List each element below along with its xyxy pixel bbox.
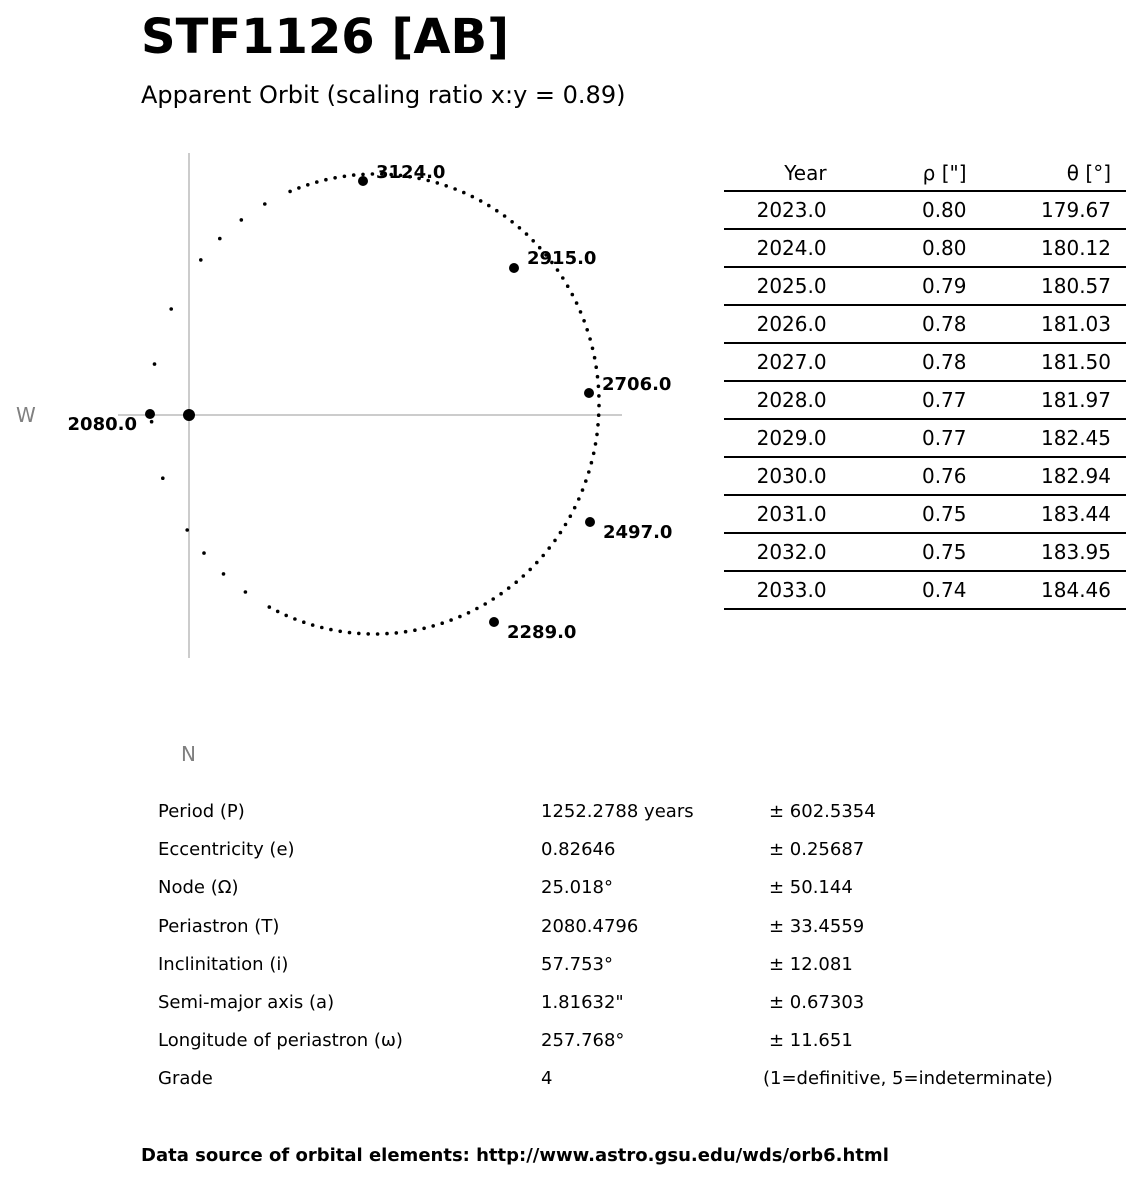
orbit-point [597, 385, 601, 389]
element-value: 2080.4796 [541, 915, 639, 937]
element-error: ± 12.081 [769, 953, 853, 975]
orbit-point [594, 442, 598, 446]
element-error: ± 602.5354 [769, 801, 876, 822]
element-error: ± 0.67303 [769, 991, 865, 1013]
year-cell: 2032.0 [724, 533, 827, 571]
rho-cell: 0.77 [827, 419, 967, 457]
element-name: Eccentricity (e) [158, 839, 295, 861]
orbit-point [547, 546, 551, 550]
orbit-point [263, 202, 267, 206]
orbit-point [499, 592, 503, 596]
theta-cell: 180.57 [967, 267, 1127, 305]
year-cell: 2027.0 [724, 343, 827, 381]
ephemeris-row [724, 571, 1126, 609]
orbit-point [244, 590, 248, 594]
orbit-point [199, 258, 203, 262]
orbit-chart [0, 140, 700, 780]
year-cell: 2024.0 [724, 229, 827, 267]
element-error: (1=definitive, 5=indeterminate) [763, 1068, 1053, 1090]
orbit-point [449, 618, 453, 622]
orbit-point [462, 191, 466, 195]
orbit-point [597, 394, 601, 398]
rho-cell: 0.78 [827, 305, 967, 343]
orbit-point [587, 470, 591, 474]
orbit-point [413, 628, 417, 632]
element-name: Period (P) [158, 801, 245, 822]
orbit-point [376, 632, 380, 636]
theta-cell: 179.67 [967, 191, 1127, 229]
rho-cell: 0.80 [827, 191, 967, 229]
orbit-point [573, 506, 577, 510]
theta-cell: 184.46 [967, 571, 1127, 609]
orbit-point [357, 632, 361, 636]
orbit-point [597, 404, 601, 408]
orbit-point [569, 514, 573, 518]
rho-cell: 0.79 [827, 267, 967, 305]
orbit-point [564, 523, 568, 527]
ephemeris-table [724, 155, 1126, 610]
year-cell: 2030.0 [724, 457, 827, 495]
orbit-point [575, 301, 579, 305]
orbit-point [371, 172, 375, 176]
orbit-point [338, 630, 342, 634]
orbit-point [597, 413, 601, 417]
orbit-point [566, 284, 570, 288]
orbit-point [588, 337, 592, 341]
theta-cell: 180.12 [967, 229, 1127, 267]
theta-cell: 181.50 [967, 343, 1127, 381]
theta-cell: 181.97 [967, 381, 1127, 419]
orbit-point [343, 175, 347, 179]
ephemeris-row [724, 381, 1126, 419]
ephemeris-row [724, 495, 1126, 533]
element-value: 0.82646 [541, 839, 616, 861]
orbit-point [150, 420, 154, 424]
orbit-point [487, 204, 491, 208]
data-source-note: Data source of orbital elements: http://www.astro.gsu.edu/wds/orb6.html [141, 1145, 889, 1166]
page-title: STF1126 [AB] [141, 9, 510, 65]
epoch-label: 2706.0 [602, 374, 672, 395]
theta-cell: 182.94 [967, 457, 1127, 495]
ephemeris-row [724, 457, 1126, 495]
orbit-point [518, 226, 522, 230]
year-cell: 2033.0 [724, 571, 827, 609]
orbit-point [169, 307, 173, 311]
orbit-point [510, 220, 514, 224]
element-name: Node (Ω) [158, 877, 239, 899]
element-value: 1252.2788 years [541, 801, 694, 822]
orbit-point [395, 631, 399, 635]
orbit-point [311, 623, 315, 627]
header-rho: ρ ["] [827, 155, 967, 191]
element-name: Grade [158, 1068, 213, 1090]
orbit-point [366, 632, 370, 636]
orbit-point [348, 631, 352, 635]
orbit-point [581, 488, 585, 492]
epoch-markers [68, 162, 673, 643]
orbit-point [528, 568, 532, 572]
orbit-point [222, 572, 226, 576]
epoch-marker [489, 617, 499, 627]
orbit-point [352, 173, 356, 177]
orbit-point [592, 452, 596, 456]
primary-star [183, 409, 195, 421]
header-theta: θ [°] [967, 155, 1127, 191]
epoch-marker [584, 388, 594, 398]
theta-cell: 181.03 [967, 305, 1127, 343]
rho-cell: 0.77 [827, 381, 967, 419]
orbit-point [333, 176, 337, 180]
epoch-label: 2497.0 [603, 522, 673, 543]
orbit-point [596, 423, 600, 427]
epoch-label: 2915.0 [527, 248, 597, 269]
theta-cell: 182.45 [967, 419, 1127, 457]
element-name: Longitude of periastron (ω) [158, 1030, 403, 1052]
orbit-point [582, 319, 586, 323]
orbit-point [591, 347, 595, 351]
orbit-point [315, 180, 319, 184]
west-label: W [16, 403, 36, 427]
year-cell: 2029.0 [724, 419, 827, 457]
orbit-point [284, 614, 288, 618]
epoch-label: 2289.0 [507, 622, 577, 643]
orbit-point [471, 195, 475, 199]
orbit-point [361, 173, 365, 177]
orbit-points [150, 172, 601, 636]
orbit-point [595, 433, 599, 437]
orbit-point [561, 276, 565, 280]
orbit-point [385, 632, 389, 636]
orbit-point [553, 539, 557, 543]
orbit-point [503, 214, 507, 218]
orbit-point [218, 237, 222, 241]
orbit-point [276, 610, 280, 614]
orbit-point [240, 218, 244, 222]
orbit-point [525, 232, 529, 236]
orbit-point [535, 561, 539, 565]
rho-cell: 0.75 [827, 533, 967, 571]
orbit-point [185, 528, 189, 532]
epoch-marker [509, 263, 519, 273]
orbit-point [202, 551, 206, 555]
orbit-point [153, 362, 157, 366]
rho-cell: 0.76 [827, 457, 967, 495]
orbit-point [507, 586, 511, 590]
orbit-point [571, 293, 575, 297]
orbit-point [531, 239, 535, 243]
orbit-point [404, 630, 408, 634]
year-cell: 2031.0 [724, 495, 827, 533]
ephemeris-header-row [724, 155, 1126, 191]
orbit-point [268, 605, 272, 609]
year-cell: 2026.0 [724, 305, 827, 343]
theta-cell: 183.95 [967, 533, 1127, 571]
ephemeris-row [724, 305, 1126, 343]
orbit-point [584, 479, 588, 483]
orbit-point [302, 620, 306, 624]
theta-cell: 183.44 [967, 495, 1127, 533]
orbit-point [306, 183, 310, 187]
orbit-point [288, 190, 292, 194]
orbit-point [593, 356, 597, 360]
orbit-point [475, 607, 479, 611]
element-error: ± 0.25687 [769, 839, 865, 861]
rho-cell: 0.80 [827, 229, 967, 267]
year-cell: 2028.0 [724, 381, 827, 419]
epoch-marker [145, 409, 155, 419]
orbit-point [467, 611, 471, 615]
orbit-point [491, 597, 495, 601]
epoch-marker [358, 176, 368, 186]
orbit-point [514, 580, 518, 584]
element-value: 4 [541, 1068, 553, 1090]
orbit-point [422, 627, 426, 631]
orbit-point [596, 375, 600, 379]
rho-cell: 0.78 [827, 343, 967, 381]
orbit-point [590, 461, 594, 465]
orbit-point [458, 615, 462, 619]
ephemeris-row [724, 343, 1126, 381]
epoch-label: 2080.0 [67, 414, 137, 435]
ephemeris-row [724, 419, 1126, 457]
ephemeris-row [724, 267, 1126, 305]
orbit-point [522, 574, 526, 578]
epoch-marker [585, 517, 595, 527]
orbit-point [324, 178, 328, 182]
ephemeris-row [724, 191, 1126, 229]
element-name: Semi-major axis (a) [158, 991, 335, 1013]
element-error: ± 33.4559 [769, 915, 865, 937]
orbit-point [297, 186, 301, 190]
orbit-point [594, 365, 598, 369]
orbit-point [453, 187, 457, 191]
orbit-point [320, 626, 324, 630]
orbit-point [577, 497, 581, 501]
element-error: ± 50.144 [769, 877, 853, 899]
epoch-label: 3124.0 [376, 162, 446, 183]
orbit-point [479, 199, 483, 203]
orbit-point [329, 628, 333, 632]
element-error: ± 11.651 [769, 1030, 853, 1052]
orbit-point [483, 602, 487, 606]
element-value: 1.81632" [541, 991, 624, 1013]
rho-cell: 0.75 [827, 495, 967, 533]
orbit-point [161, 476, 165, 480]
orbit-point [495, 209, 499, 213]
north-label: N [181, 742, 196, 766]
orbit-point [444, 184, 448, 188]
orbit-point [431, 624, 435, 628]
element-name: Inclinitation (i) [158, 953, 289, 975]
element-name: Periastron (T) [158, 915, 280, 937]
rho-cell: 0.74 [827, 571, 967, 609]
orbit-point [559, 531, 563, 535]
element-value: 257.768° [541, 1030, 625, 1052]
ephemeris-row [724, 229, 1126, 267]
header-year: Year [724, 155, 827, 191]
orbit-point [293, 617, 297, 621]
orbit-point [585, 328, 589, 332]
orbit-point [579, 310, 583, 314]
orbit-point [440, 621, 444, 625]
ephemeris-row [724, 533, 1126, 571]
element-value: 25.018° [541, 877, 613, 899]
page-subtitle: Apparent Orbit (scaling ratio x:y = 0.89) [141, 81, 626, 109]
element-value: 57.753° [541, 953, 613, 975]
orbit-point [541, 554, 545, 558]
year-cell: 2025.0 [724, 267, 827, 305]
year-cell: 2023.0 [724, 191, 827, 229]
